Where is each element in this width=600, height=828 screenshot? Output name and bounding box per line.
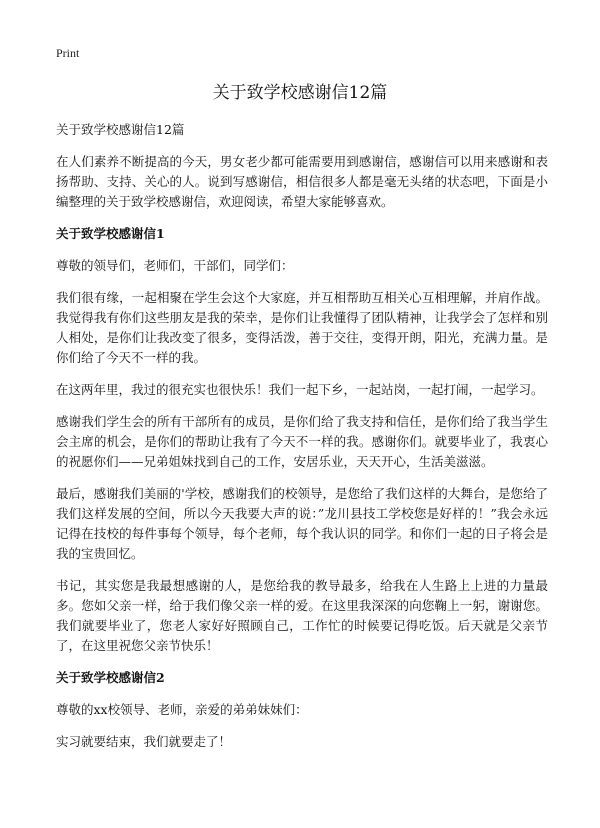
body-paragraph: 在这两年里，我过的很充实也很快乐！我们一起下乡，一起站岗，一起打闹，一起学习。 [56, 382, 544, 397]
document-title: 关于致学校感谢信12篇 [212, 83, 388, 103]
section-heading-2: 关于致学校感谢信2 [56, 670, 165, 685]
document-subtitle: 关于致学校感谢信12篇 [56, 122, 185, 137]
salutation-paragraph: 尊敬的领导们，老师们，干部们，同学们： [56, 258, 294, 273]
body-paragraph: 最后，感谢我们美丽的'学校，感谢我们的校领导，是您给了我们这样的大舞台，是您给了我们这样发展的空间，所以今天我要大声的说：”龙川县技工学校您是好样的！”我会永远记得在技校的每件事每个领导，每个老师，每个我认识的同学。和你们一起的日子将会是我的宝贵回忆。 [56, 486, 548, 561]
body-paragraph: 我们很有缘，一起相聚在学生会这个大家庭，并互相帮助互相关心互相理解，并肩作战。我觉得我有你们这些朋友是我的荣幸，是你们让我懂得了团队精神，让我学会了怎样和别人相处，是你们让我改变了很多，变得活泼，善于交往，变得开朗，阳光，充满力量。是你们给了今天不一样的我。 [56, 290, 548, 365]
body-paragraph: 书记，其实您是我最想感谢的人，是您给我的教导最多，给我在人生路上上进的力量最多。您如父亲一样，给于我们像父亲一样的爱。在这里我深深的向您鞠上一躬，谢谢您。我们就要毕业了，您老人家好好照顾自己，工作忙的时候要记得吃饭。后天就是父亲节了，在这里祝您父亲节快乐！ [56, 578, 548, 653]
print-link[interactable]: Print [56, 46, 80, 60]
body-paragraph: 感谢我们学生会的所有干部所有的成员，是你们给了我支持和信任，是你们给了我当学生会主席的机会，是你们的帮助让我有了今天不一样的我。感谢你们。就要毕业了，我衷心的祝愿你们——兄弟姐妹找到自己的工作，安居乐业，天天开心，生活美滋滋。 [56, 414, 548, 469]
section-heading-1: 关于致学校感谢信1 [56, 226, 165, 241]
intro-paragraph: 在人们素养不断提高的今天，男女老少都可能需要用到感谢信，感谢信可以用来感谢和表扬帮助、支持、关心的人。说到写感谢信，相信很多人都是毫无头绪的状态吧，下面是小编整理的关于致学校感谢信，欢迎阅读，希望大家能够喜欢。 [56, 154, 548, 209]
document-body [56, 120, 548, 764]
body-paragraph: 实习就要结束，我们就要走了！ [56, 734, 232, 749]
salutation-paragraph: 尊敬的xx校领导、老师，亲爱的弟弟妹妹们： [56, 702, 308, 717]
